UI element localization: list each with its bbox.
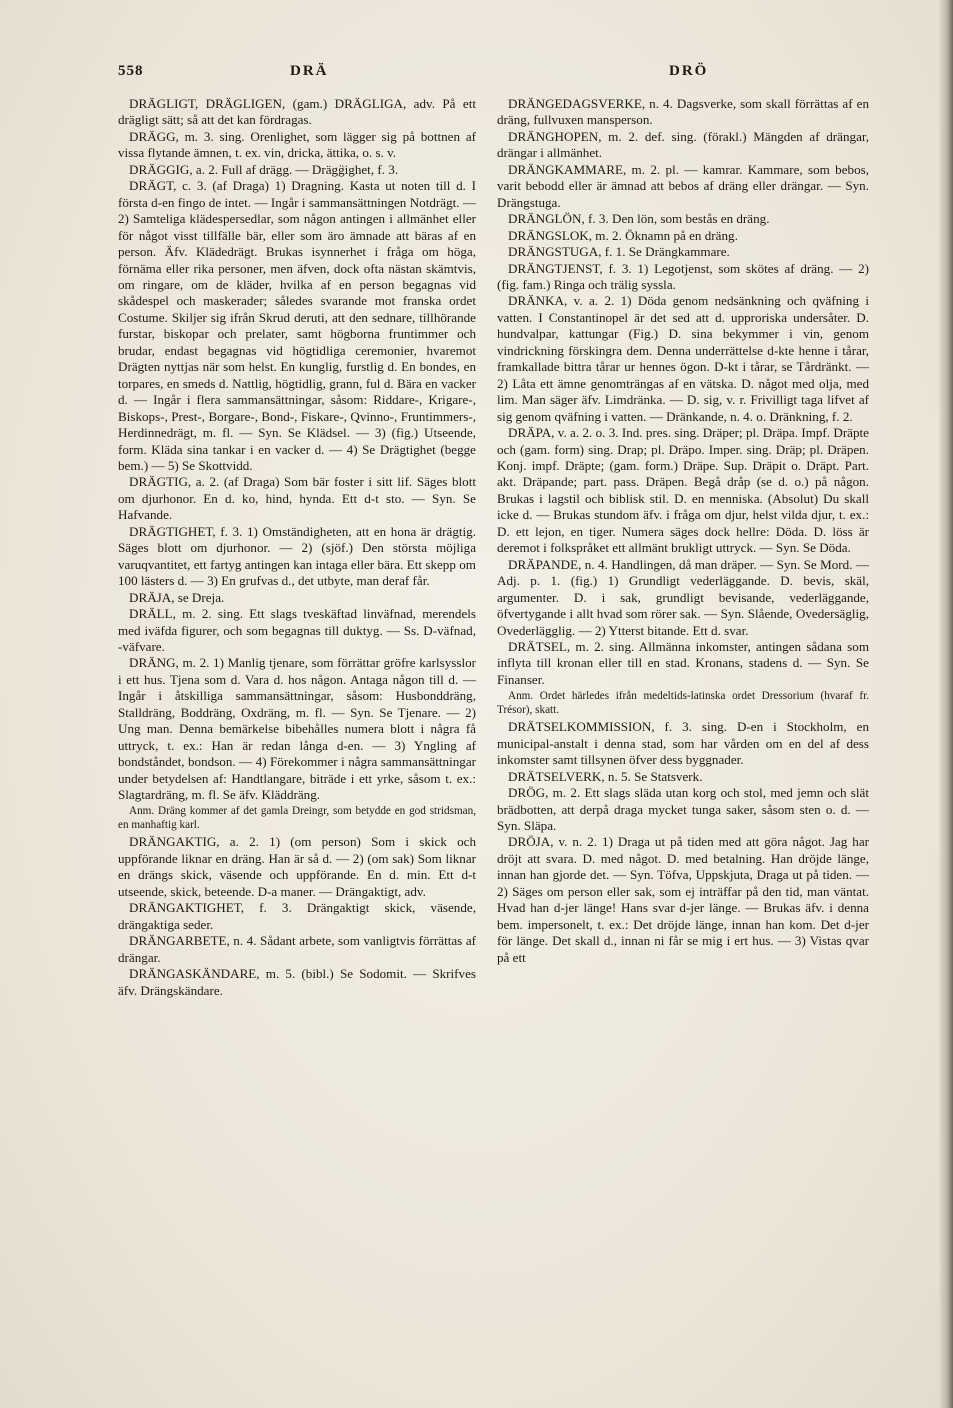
dictionary-entry: DRÄNGEDAGSVERKE, n. 4. Dagsverke, som skall förrättas af en dräng, fullvuxen mansperson. bbox=[497, 96, 869, 128]
dictionary-entry: DRÖG, m. 2. Ett slags släda utan korg och stol, med jemn och slät brädbotten, att derpå draga mycket tunga saker, såsom sten o. d. — Syn. Släpa. bbox=[497, 785, 869, 834]
dictionary-entry: DRÄNGLÖN, f. 3. Den lön, som bestås en dräng. bbox=[508, 211, 770, 227]
dictionary-entry: DRÄNGARBETE, n. 4. Sådant arbete, som vanligtvis förrättas af drängar. bbox=[118, 933, 476, 965]
dictionary-entry: DRÄPANDE, n. 4. Handlingen, då man dräper. — Syn. Se Mord. — Adj. p. 1. (fig.) 1) Grundligt vederläggande. D. bevis, skäl, argumenter. D. i sak, grundligt bevisande, vederläggande, öfvertygande i allt hvad som rörer sak. — Syn. Slående, Ovedersäglig, Ovederlägglig. — 2) Ytterst bitande. Ett d. svar. bbox=[497, 556, 869, 638]
dictionary-entry: DRÄNGHOPEN, m. 2. def. sing. (förakl.) Mängden af drängar, drängar i allmänhet. bbox=[497, 128, 869, 161]
page-edge-shadow bbox=[939, 0, 953, 1408]
dictionary-entry: DRÄTSELKOMMISSION, f. 3. sing. D-en i Stockholm, en municipal-anstalt i denna stad, som har vården om en del af dess inkomster samt tillsynen öfver dess byggnader. bbox=[497, 719, 869, 768]
dictionary-entry: DRÄNKA, v. a. 2. 1) Döda genom nedsänkning och qväfning i vatten. I Constantinopel är det sed att d. upproriska undersåter. D. hundvalpar, kattungar (Fig.) D. sina bekymmer i vin, genom vindrickning förskingra dem. Denna underrättelse d-kte henne i tårar, framkallade bittra tårar ur hennes ögon. D-kt i tårar, se Tårdränkt. — 2) Låta ett ämne genomträngas af en vätska. D. något med olja, med lim. Man säger äfv. Limdränka. — D. sig, v. r. Frivilligt taga lifvet af sig genom qväfning i vatten. — Dränkande, n. 4. o. Dränkning, f. 2. bbox=[497, 293, 869, 424]
left-running-head: DRÄ bbox=[290, 63, 329, 79]
dictionary-entry: DRÄNGAKTIG, a. 2. 1) (om person) Som i skick och uppförande liknar en dräng. Han är så d. — 2) (om sak) Som liknar en drängs skick, väsende och uppförande. En d. min. Ett d-t utseende, skick, beteende. D-a maner. — Drängaktigt, adv. bbox=[118, 834, 476, 899]
dictionary-entry: DRÄGLIGT, DRÄGLIGEN, (gam.) DRÄGLIGA, adv. På ett drägligt sätt; så att det kan fördragas. bbox=[118, 96, 476, 128]
dictionary-entry: DRÄTSEL, m. 2. sing. Allmänna inkomster, antingen sådana som inflyta till kronan eller till en stad. Kronans, stadens d. — Syn. Se Finanser. bbox=[497, 638, 869, 687]
dictionary-entry: DRÄJA, se Dreja. bbox=[129, 589, 225, 605]
dictionary-entry: DRÄGGIG, a. 2. Full af drägg. — Drägg̈ighet, f. 3. bbox=[129, 161, 399, 177]
dictionary-note: Anm. Ordet härledes ifrån medeltids-latinska ordet Dressorium (hvaraf fr. Trésor), skatt. bbox=[497, 690, 869, 717]
dictionary-entry: DRÄLL, m. 2. sing. Ett slags tveskäftad linväfnad, merendels med iväfda figurer, och som begagnas till duktyg. — Ss. D-väfnad, -väfvare. bbox=[118, 606, 476, 654]
left-column bbox=[118, 96, 476, 999]
dictionary-entry: DRÄGG, m. 3. sing. Orenlighet, som lägger sig på bottnen af vissa flytande ämnen, t. ex. vin, dricka, ättika, o. s. v. bbox=[118, 128, 476, 161]
dictionary-entry: DRÄNGAKTIGHET, f. 3. Drängaktigt skick, väsende, drängaktiga seder. bbox=[118, 900, 476, 932]
dictionary-note: Anm. Dräng kommer af det gamla Dreingr, som betydde en god stridsman, en manhaftig karl. bbox=[118, 805, 476, 832]
dictionary-entry: DRÄGT, c. 3. (af Draga) 1) Dragning. Kasta ut noten till d. I första d-en fingo de intet. — Ingår i sammansättningen Notdrägt. — 2) Samteliga klädespersedlar, som någon antingen i allmänhet eller för något visst tillfälle bär, eller som äro ämnade att bäras af en person. Äfv. Klädedrägt. Brukas isynnerhet i fråga om höga, förnäma eller rika personer, men äfven, dock ofta nästan skämtvis, om ringare, om de kläder, hvilka af en person begagnas vid skådespel och maskerader; således svarande mot franska ordet Costume. Skiljer sig ifrån Skrud deruti, att den sednare, tillhörande furstar, biskopar och prelater, samt högborna fruntimmer och brudar, endast begagnas vid högtidliga ceremonier, hvaremot Drägten nyttjas när som helst. En kunglig, furstlig d. En bondes, en torpares, en smeds d. Nattlig, högtidlig, grann, ful d. Bära en vacker d. — Ingår i flera sammansättningar, såsom: Riddare-, Krigare-, Biskops-, Prest-, Borgare-, Bond-, Fiskare-, Qvinno-, Fruntimmers-, Herdinnedrägt, m. fl. — Syn. Se Klädsel. — 3) (fig.) Utseende, form. Kläda sina tankar i en vacker d. — 4) Se Drägtighet (begge bem.) — 5) Se Skottvidd. bbox=[118, 178, 476, 473]
right-column bbox=[497, 96, 869, 966]
dictionary-entry: DRÄPA, v. a. 2. o. 3. Ind. pres. sing. Dräper; pl. Dräpa. Impf. Dräpte och (gam. form) sing. Drap; pl. Dräpo. Imper. sing. Dräp; pl. Dräpen. Konj. impf. Dräpte; (gam. form.) Dräpe. Sup. Dräpit o. Dräpt. Part. akt. Dräpande; part. pass. Dräpen. Begå dråp (se d. o.) på någon. Brukas i lagstil och biblisk stil. D. en menniska. (Absolut) Du skall icke d. — Brukas stundom äfv. i fråga om djur, helst vilda djur, t. ex.: D. ett lejon, en tiger. Numera säges dock hellre: Döda. D. löss är deremot i folkspråket ett allmänt brukligt uttryck. — Syn. Se Döda. bbox=[497, 425, 869, 556]
dictionary-entry: DRÖJA, v. n. 2. 1) Draga ut på tiden med att göra något. Jag har dröjt att svara. D. med något. D. med betalning. Han dröjde länge, innan han gjorde det. — Syn. Töfva, Uppskjuta, Draga ut på tiden. — 2) Säges om person eller sak, som ej inträffar på den tid, man väntat. Hvad han d-jer länge! Hans svar d-jer länge. — Brukas äfv. i denna bem. impersonelt, t. ex.: Det dröjde länge, innan han kom. Det d-jer för länge. Det skall d., innan ni får se mig i ert hus. — 3) Vistas qvar på ett bbox=[497, 834, 869, 965]
dictionary-entry: DRÄNGASKÄNDARE, m. 5. (bibl.) Se Sodomit. — Skrifves äfv. Drängskändare. bbox=[118, 966, 476, 998]
dictionary-entry: DRÄGTIGHET, f. 3. 1) Omständigheten, att en hona är drägtig. Säges blott om djurhonor. — 2) (sjöf.) Den största möjliga varuqvantitet, ett fartyg antingen kan intaga eller bära. Ett skepp om 100 lästers d. — 3) En grufvas d., det utbyte, man deraf får. bbox=[118, 523, 476, 589]
right-running-head: DRÖ bbox=[669, 63, 709, 79]
dictionary-entry: DRÄNGTJENST, f. 3. 1) Legotjenst, som skötes af dräng. — 2) (fig. fam.) Ringa och trälig syssla. bbox=[497, 260, 869, 292]
dictionary-entry: DRÄNGSLOK, m. 2. Öknamn på en dräng. bbox=[508, 227, 738, 243]
dictionary-entry: DRÄGTIG, a. 2. (af Draga) Som bär foster i sitt lif. Säges blott om djurhonor. En d. ko, hind, hynda. Ett d-t sto. — Syn. Se Hafvande. bbox=[118, 474, 476, 523]
running-header bbox=[118, 63, 853, 87]
dictionary-entry: DRÄTSELVERK, n. 5. Se Statsverk. bbox=[508, 768, 703, 784]
dictionary-entry: DRÄNGSTUGA, f. 1. Se Drängkammare. bbox=[508, 244, 730, 260]
dictionary-entry: DRÄNGKAMMARE, m. 2. pl. — kamrar. Kammare, som bebos, varit bebodd eller är ämnad att bebos af dräng eller drängar. — Syn. Drängstuga. bbox=[497, 161, 869, 210]
page-number: 558 bbox=[118, 63, 144, 79]
dictionary-entry: DRÄNG, m. 2. 1) Manlig tjenare, som förrättar gröfre karlsysslor i ett hus. Tjena som d. Vara d. hos någon. Antaga någon till d. — Ingår i åtskilliga sammansättningar, såsom: Husbonddräng, Stalldräng, Boddräng, Oxdräng, m. fl. — Syn. Se Tjenare. — 2) Ung man. Denna bemärkelse bibehålles numera blott i några få uttryck, t. ex.: Han är redan långa d-en. — 3) Yngling af bondståndet, bondson. — 4) Förekommer i några sammansättningar under betydelsen af: Handtlangare, biträde i ett yrke, såsom t. ex.: Slagtardräng, m. fl. Se äfv. Kläddräng. bbox=[118, 655, 476, 803]
